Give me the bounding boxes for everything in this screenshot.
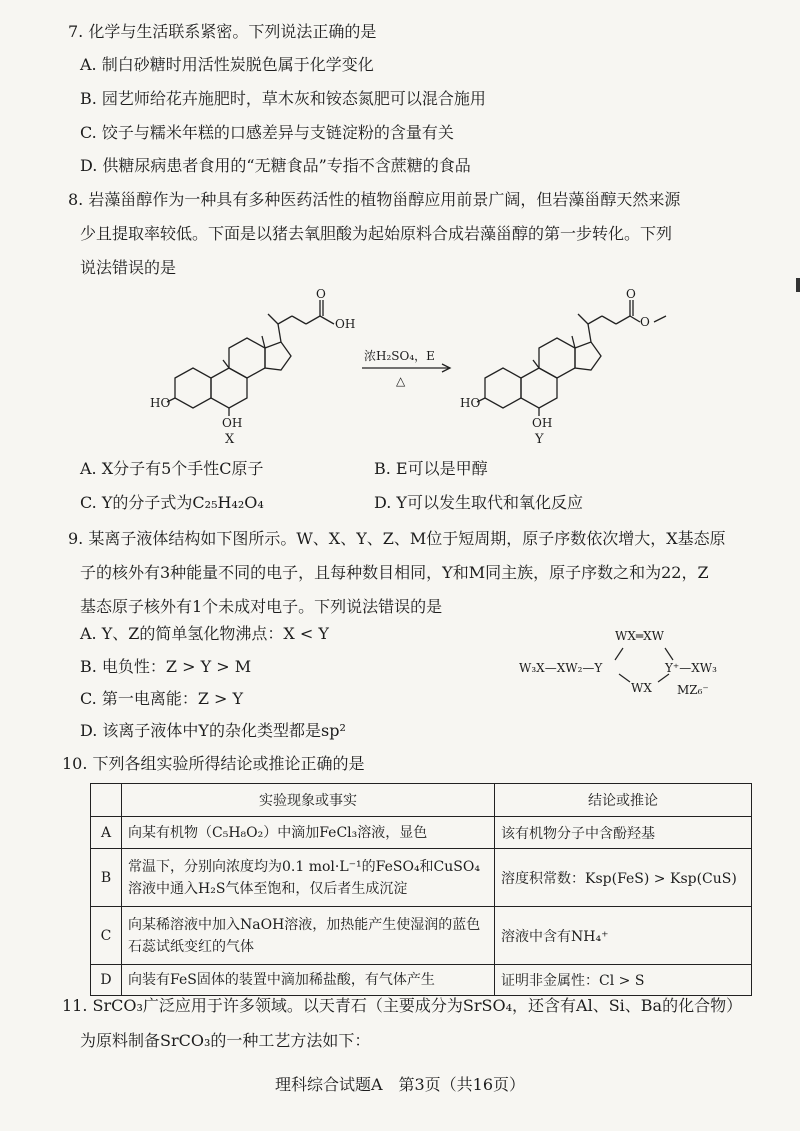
page-edge-mark [796, 278, 800, 292]
header-key [91, 784, 122, 817]
q7-stem: 7. 化学与生活联系紧密。下列说法正确的是 [68, 22, 377, 41]
x-oh-bottom: OH [222, 416, 243, 430]
anion: MZ₆⁻ [677, 683, 709, 697]
q8-stem-line-3: 说法错误的是 [80, 258, 177, 277]
ring-bottom: WX [631, 681, 652, 695]
row-conclusion: 证明非金属性：Cl > S [495, 965, 752, 996]
header-fact: 实验现象或事实 [122, 784, 495, 817]
ring-left-chain: W₃X—XW₂—Y [519, 661, 603, 675]
row-conclusion: 溶液中含有NH₄⁺ [495, 907, 752, 965]
row-key: A [91, 817, 122, 849]
q8-reaction-scheme [150, 288, 710, 448]
row-conclusion: 溶度积常数：Ksp(FeS) > Ksp(CuS) [495, 849, 752, 907]
q9-stem-line-3: 基态原子核外有1个未成对电子。下列说法错误的是 [80, 597, 443, 616]
ring-right: Y⁺—XW₃ [665, 661, 717, 675]
x-acid-oh: OH [335, 317, 356, 331]
q9-option-b: B. 电负性：Z > Y > M [80, 657, 252, 676]
q9-option-d: D. 该离子液体中Y的杂化类型都是sp² [80, 721, 346, 740]
table-row [91, 907, 752, 965]
q11-line-2: 为原料制备SrCO₃的一种工艺方法如下： [80, 1031, 371, 1050]
molecule-x-skeleton [167, 300, 334, 416]
q7-option-a: A. 制白砂糖时用活性炭脱色属于化学变化 [80, 55, 374, 74]
table-row [91, 965, 752, 996]
row-fact: 常温下，分别向浓度均为0.1 mol·L⁻¹的FeSO₄和CuSO₄溶液中通入H₂S气体至饱和，仅后者生成沉淀 [122, 849, 495, 907]
q9-stem-line-1: 9. 某离子液体结构如下图所示。W、X、Y、Z、M位于短周期，原子序数依次增大，X基态原 [68, 529, 726, 548]
header-conclusion: 结论或推论 [495, 784, 752, 817]
q8-stem-line-1: 8. 岩藻甾醇作为一种具有多种医药活性的植物甾醇应用前景广阔，但岩藻甾醇天然来源 [68, 190, 681, 209]
y-oh-bottom: OH [532, 416, 553, 430]
y-carbonyl-o: O [626, 288, 636, 301]
y-ho: HO [460, 396, 481, 410]
molecule-y-skeleton [477, 300, 666, 416]
q9-ionic-liquid-structure [515, 618, 755, 698]
q9-stem-line-2: 子的核外有3种能量不同的电子，且每种数目相同，Y和M同主族，原子序数之和为22，Z [80, 563, 709, 582]
table-header-row [91, 784, 752, 817]
q10-table [90, 783, 752, 996]
q8-option-d: D. Y可以发生取代和氧化反应 [374, 493, 583, 512]
q7-option-b: B. 园艺师给花卉施肥时，草木灰和铵态氮肥可以混合施用 [80, 89, 486, 108]
q11-line-1: 11. SrCO₃广泛应用于许多领域。以天青石（主要成分为SrSO₄，还含有Al、Si、Ba的化合物） [62, 996, 743, 1015]
label-x: X [225, 432, 235, 447]
table-row [91, 817, 752, 849]
label-y: Y [535, 432, 544, 447]
y-ester-o: O [640, 315, 650, 329]
q10-stem: 10. 下列各组实验所得结论或推论正确的是 [62, 754, 365, 773]
row-conclusion: 该有机物分子中含酚羟基 [495, 817, 752, 849]
row-fact: 向某稀溶液中加入NaOH溶液，加热能产生使湿润的蓝色石蕊试纸变红的气体 [122, 907, 495, 965]
row-key: D [91, 965, 122, 996]
reaction-condition-bottom: △ [396, 374, 406, 388]
row-fact: 向某有机物（C₅H₈O₂）中滴加FeCl₃溶液，显色 [122, 817, 495, 849]
page-footer: 理科综合试题A 第3页（共16页） [274, 1075, 526, 1094]
table-row [91, 849, 752, 907]
x-ho: HO [150, 396, 171, 410]
q8-option-b: B. E可以是甲醇 [374, 459, 488, 478]
q9-option-c: C. 第一电离能：Z > Y [80, 689, 244, 708]
q8-stem-line-2: 少且提取率较低。下面是以猪去氧胆酸为起始原料合成岩藻甾醇的第一步转化。下列 [80, 224, 673, 243]
row-key: B [91, 849, 122, 907]
ring-top: WX═XW [615, 629, 664, 643]
q9-option-a: A. Y、Z的简单氢化物沸点：X < Y [80, 624, 329, 643]
q8-option-a: A. X分子有5个手性C原子 [80, 459, 264, 478]
q7-option-c: C. 饺子与糯米年糕的口感差异与支链淀粉的含量有关 [80, 123, 454, 142]
x-carbonyl-o: O [316, 288, 326, 301]
row-key: C [91, 907, 122, 965]
reaction-condition-top: 浓H₂SO₄，E [364, 349, 435, 363]
q7-option-d: D. 供糖尿病患者食用的“无糖食品”专指不含蔗糖的食品 [80, 156, 471, 175]
q8-option-c: C. Y的分子式为C₂₅H₄₂O₄ [80, 493, 264, 512]
row-fact: 向装有FeS固体的装置中滴加稀盐酸，有气体产生 [122, 965, 495, 996]
